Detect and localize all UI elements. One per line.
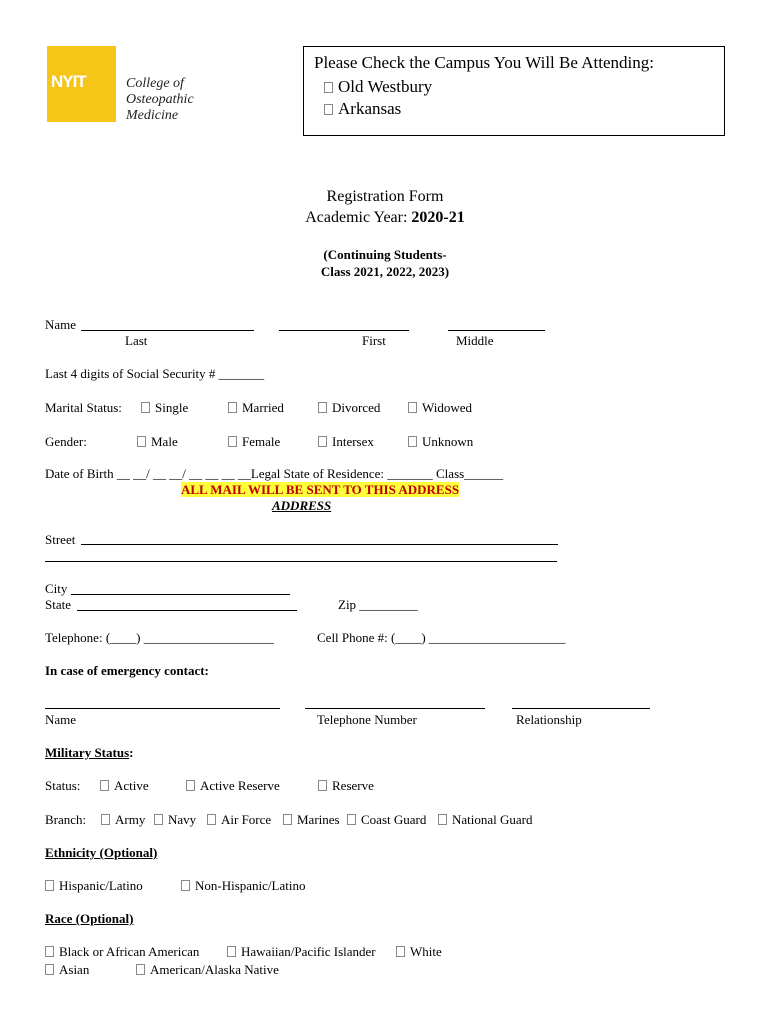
- option-label: Navy: [168, 812, 197, 827]
- branch-national-guard[interactable]: [438, 812, 533, 828]
- marital-widowed[interactable]: [408, 400, 472, 416]
- checkbox-icon[interactable]: [136, 964, 145, 975]
- ethnicity-hispanic[interactable]: [45, 878, 143, 894]
- campus-option-arkansas[interactable]: [324, 99, 401, 119]
- middle-label: Middle: [456, 333, 494, 348]
- branch-air-force[interactable]: [207, 812, 271, 828]
- checkbox-icon[interactable]: [100, 780, 109, 791]
- last-name-line[interactable]: [81, 330, 254, 331]
- checkbox-icon[interactable]: [45, 964, 54, 975]
- option-label: Coast Guard: [361, 812, 427, 827]
- campus-option-old-westbury[interactable]: [324, 77, 432, 97]
- state-label: State: [45, 597, 71, 612]
- state-line[interactable]: [77, 610, 297, 611]
- logo-line-2: Osteopathic: [126, 92, 194, 107]
- campus-option-label: Arkansas: [338, 99, 402, 118]
- checkbox-icon[interactable]: [324, 104, 333, 115]
- city-line[interactable]: [71, 594, 290, 595]
- dob-state-class-line[interactable]: Date of Birth __ __/ __ __/ __ __ __ __Legal State of Residence: _______ Class______: [45, 466, 504, 481]
- logo-line-1: College of: [126, 76, 184, 91]
- continuing-students: (Continuing Students-: [323, 247, 447, 262]
- option-label: American/Alaska Native: [150, 962, 279, 977]
- mail-notice: [181, 482, 459, 498]
- option-label: Unknown: [422, 434, 474, 449]
- emergency-relationship-line[interactable]: [512, 708, 650, 709]
- checkbox-icon[interactable]: [228, 436, 237, 447]
- checkbox-icon[interactable]: [45, 880, 54, 891]
- option-label: Female: [242, 434, 281, 449]
- gender-unknown[interactable]: [408, 434, 473, 450]
- first-label: First: [362, 333, 386, 348]
- checkbox-icon[interactable]: [207, 814, 216, 825]
- checkbox-icon[interactable]: [137, 436, 146, 447]
- race-heading: Race (Optional): [45, 911, 134, 926]
- middle-name-line[interactable]: [448, 330, 545, 331]
- military-status-label: Status:: [45, 778, 81, 793]
- checkbox-icon[interactable]: [283, 814, 292, 825]
- cell-phone-field[interactable]: Cell Phone #: (____) _____________________: [317, 630, 566, 645]
- marital-divorced[interactable]: [318, 400, 380, 416]
- status-active[interactable]: [100, 778, 149, 794]
- checkbox-icon[interactable]: [438, 814, 447, 825]
- option-label: Non-Hispanic/Latino: [195, 878, 306, 893]
- campus-title: Please Check the Campus You Will Be Attending:: [314, 53, 654, 72]
- gender-intersex[interactable]: [318, 434, 374, 450]
- gender-male[interactable]: [137, 434, 178, 450]
- option-label: Asian: [59, 962, 90, 977]
- race-asian[interactable]: [45, 962, 89, 978]
- academic-year: [0, 209, 770, 227]
- emergency-phone-line[interactable]: [305, 708, 485, 709]
- address-heading: ADDRESS: [272, 498, 332, 513]
- checkbox-icon[interactable]: [318, 780, 327, 791]
- checkbox-icon[interactable]: [186, 780, 195, 791]
- checkbox-icon[interactable]: [347, 814, 356, 825]
- checkbox-icon[interactable]: [101, 814, 110, 825]
- ethnicity-non-hispanic[interactable]: [181, 878, 305, 894]
- military-heading-text: Military Status: [45, 745, 130, 760]
- street-line-1[interactable]: [81, 544, 558, 545]
- checkbox-icon[interactable]: [181, 880, 190, 891]
- form-title: Registration Form: [326, 188, 444, 205]
- ethnicity-heading: Ethnicity (Optional): [45, 845, 158, 860]
- campus-selection-box: [303, 46, 725, 136]
- race-hawaiian[interactable]: [227, 944, 376, 960]
- city-label: City: [45, 581, 68, 596]
- option-label: Active: [114, 778, 149, 793]
- marital-single[interactable]: [141, 400, 188, 416]
- race-white[interactable]: [396, 944, 442, 960]
- street-label: Street: [45, 532, 76, 547]
- checkbox-icon[interactable]: [324, 82, 333, 93]
- branch-marines[interactable]: [283, 812, 340, 828]
- checkbox-icon[interactable]: [318, 436, 327, 447]
- option-label: Active Reserve: [200, 778, 280, 793]
- option-label: Black or African American: [59, 944, 200, 959]
- status-active-reserve[interactable]: [186, 778, 280, 794]
- branch-coast-guard[interactable]: [347, 812, 426, 828]
- logo-text: [126, 76, 194, 124]
- race-black[interactable]: [45, 944, 199, 960]
- option-label: Married: [242, 400, 284, 415]
- academic-year-value: 2020-21: [411, 209, 465, 226]
- emergency-heading: In case of emergency contact:: [45, 663, 209, 678]
- academic-year-label: Academic Year:: [305, 209, 412, 226]
- option-label: Hawaiian/Pacific Islander: [241, 944, 376, 959]
- option-label: Divorced: [332, 400, 381, 415]
- checkbox-icon[interactable]: [318, 402, 327, 413]
- mail-notice-text: ALL MAIL WILL BE SENT TO THIS ADDRESS: [181, 482, 460, 497]
- emergency-name-line[interactable]: [45, 708, 280, 709]
- ssn-field[interactable]: Last 4 digits of Social Security # _______: [45, 366, 265, 381]
- option-label: Army: [115, 812, 146, 827]
- branch-army[interactable]: [101, 812, 145, 828]
- option-label: Intersex: [332, 434, 374, 449]
- option-label: Widowed: [422, 400, 473, 415]
- option-label: Hispanic/Latino: [59, 878, 143, 893]
- checkbox-icon[interactable]: [154, 814, 163, 825]
- checkbox-icon[interactable]: [228, 402, 237, 413]
- option-label: National Guard: [452, 812, 533, 827]
- military-heading-colon: :: [129, 745, 134, 760]
- gender-female[interactable]: [228, 434, 280, 450]
- option-label: Male: [151, 434, 178, 449]
- checkbox-icon[interactable]: [408, 402, 417, 413]
- zip-field[interactable]: Zip _________: [338, 597, 418, 612]
- class-years: Class 2021, 2022, 2023): [320, 264, 450, 279]
- race-american-alaska[interactable]: [136, 962, 279, 978]
- last-label: Last: [125, 333, 148, 348]
- nyit-logo: [47, 46, 116, 122]
- marital-status-label: Marital Status:: [45, 400, 122, 415]
- emergency-relationship-label: Relationship: [516, 712, 582, 727]
- option-label: Single: [155, 400, 189, 415]
- branch-label: Branch:: [45, 812, 87, 827]
- emergency-phone-label: Telephone Number: [317, 712, 417, 727]
- checkbox-icon[interactable]: [396, 946, 405, 957]
- logo-line-3: Medicine: [126, 108, 179, 123]
- street-line-2[interactable]: [45, 561, 557, 562]
- first-name-line[interactable]: [279, 330, 409, 331]
- emergency-name-label: Name: [45, 712, 77, 727]
- logo-mark: NYIT: [51, 72, 86, 91]
- marital-married[interactable]: [228, 400, 284, 416]
- military-heading: [45, 745, 133, 761]
- option-label: White: [410, 944, 442, 959]
- checkbox-icon[interactable]: [45, 946, 54, 957]
- telephone-field[interactable]: Telephone: (____) ____________________: [45, 630, 274, 645]
- checkbox-icon[interactable]: [141, 402, 150, 413]
- option-label: Reserve: [332, 778, 374, 793]
- campus-option-label: Old Westbury: [338, 77, 433, 96]
- option-label: Marines: [297, 812, 340, 827]
- checkbox-icon[interactable]: [408, 436, 417, 447]
- branch-navy[interactable]: [154, 812, 196, 828]
- checkbox-icon[interactable]: [227, 946, 236, 957]
- option-label: Air Force: [221, 812, 272, 827]
- name-label: Name: [45, 317, 77, 332]
- status-reserve[interactable]: [318, 778, 374, 794]
- gender-label: Gender:: [45, 434, 87, 449]
